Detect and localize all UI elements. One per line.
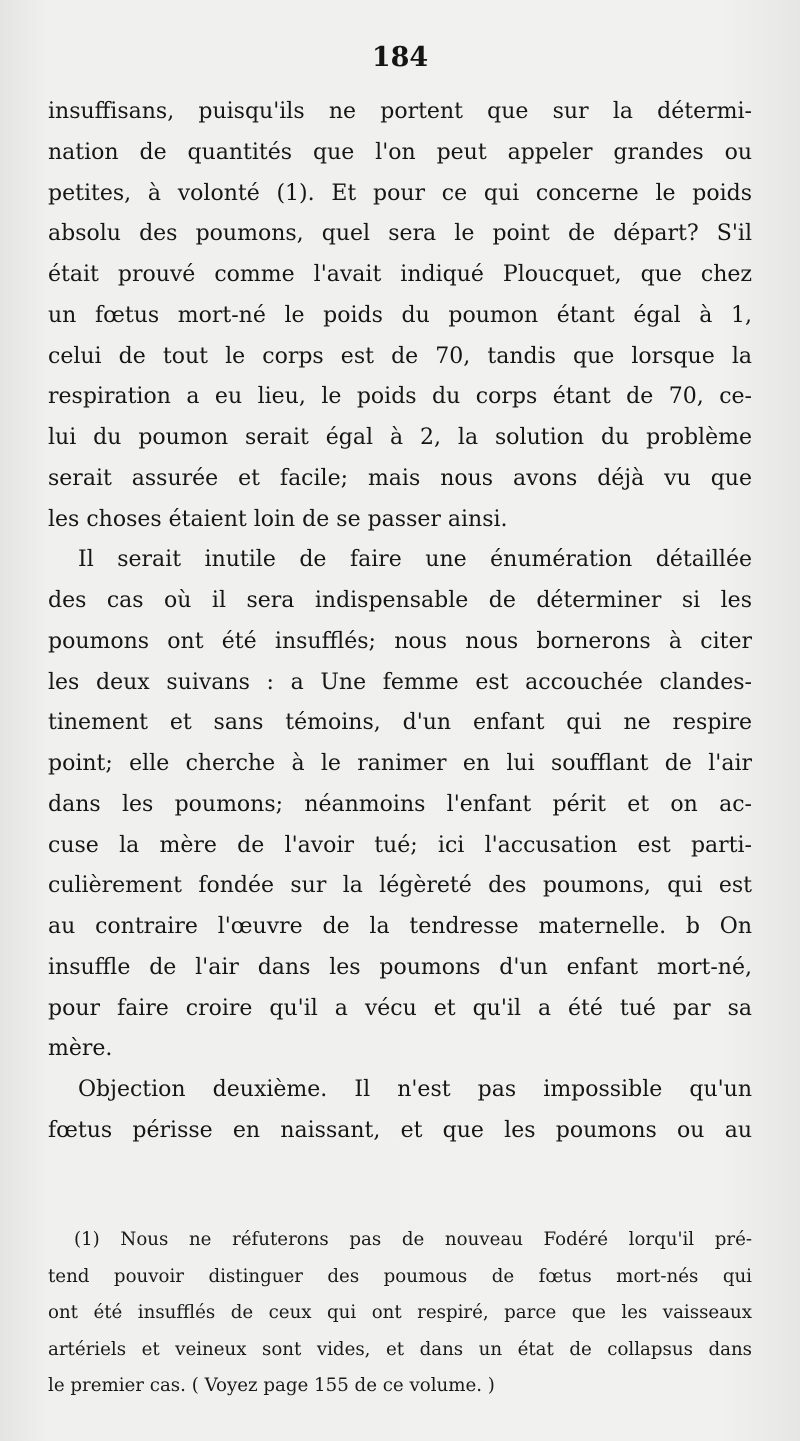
text-line: petites, à volonté (1). Et pour ce qui concerne le poids: [48, 180, 752, 206]
footnote-line: ont été insufflés de ceux qui ont respiré, parce que les vaisseaux: [48, 1302, 752, 1323]
text-line: des cas où il sera indispensable de déterminer si les: [48, 588, 752, 613]
text-line: était prouvé comme l'avait indiqué Ploucquet, que chez: [48, 262, 752, 287]
text-line: insuffle de l'air dans les poumons d'un enfant mort-né,: [48, 954, 752, 980]
paragraph-start-line: Il serait inutile de faire une énumération détaillée: [78, 547, 752, 573]
footnote-line: (1) Nous ne réfuterons pas de nouveau Fodéré lorqu'il pré-: [74, 1229, 752, 1250]
text-line: les deux suivans : a Une femme est accouchée clandes-: [48, 669, 752, 695]
text-line: serait assurée et facile; mais nous avons déjà vu que: [48, 465, 752, 491]
page-number: 184: [371, 42, 429, 73]
text-line: respiration a eu lieu, le poids du corps étant de 70, ce-: [48, 384, 752, 410]
text-line: tinement et sans témoins, d'un enfant qui ne respire: [48, 710, 752, 736]
text-line: fœtus périsse en naissant, et que les poumons ou au: [48, 1117, 752, 1143]
body-text: [48, 92, 752, 1152]
text-line: nation de quantités que l'on peut appeler grandes ou: [48, 139, 752, 165]
paragraph-start-line: Objection deuxième. Il n'est pas impossible qu'un: [78, 1077, 752, 1102]
text-line: au contraire l'œuvre de la tendresse maternelle. b On: [48, 914, 752, 939]
footnote: [48, 1222, 752, 1405]
text-line: mère.: [48, 1036, 113, 1062]
text-line: lui du poumon serait égal à 2, la solution du problème: [48, 425, 752, 450]
text-line: pour faire croire qu'il a vécu et qu'il a été tué par sa: [48, 995, 752, 1021]
text-line: dans les poumons; néanmoins l'enfant périt et on ac-: [48, 791, 752, 817]
text-line: poumons ont été insufflés; nous nous bornerons à citer: [48, 628, 752, 654]
text-line: absolu des poumons, quel sera le point de départ? S'il: [48, 221, 752, 247]
text-line: point; elle cherche à le ranimer en lui soufflant de l'air: [48, 751, 752, 776]
footnote-line: tend pouvoir distinguer des poumous de fœtus mort-nés qui: [48, 1265, 752, 1287]
text-line: cuse la mère de l'avoir tué; ici l'accusation est parti-: [48, 832, 752, 858]
text-line: culièrement fondée sur la légèreté des poumons, qui est: [48, 873, 752, 899]
footnote-line: artériels et veineux sont vides, et dans un état de collapsus dans: [48, 1338, 752, 1360]
text-line: les choses étaient loin de se passer ainsi.: [48, 506, 508, 532]
text-line: un fœtus mort-né le poids du poumon étant égal à 1,: [48, 302, 752, 328]
text-line: celui de tout le corps est de 70, tandis que lorsque la: [48, 343, 752, 369]
text-line: insuffisans, puisqu'ils ne portent que sur la détermi-: [48, 99, 752, 124]
footnote-line: le premier cas. ( Voyez page 155 de ce volume. ): [48, 1375, 495, 1396]
